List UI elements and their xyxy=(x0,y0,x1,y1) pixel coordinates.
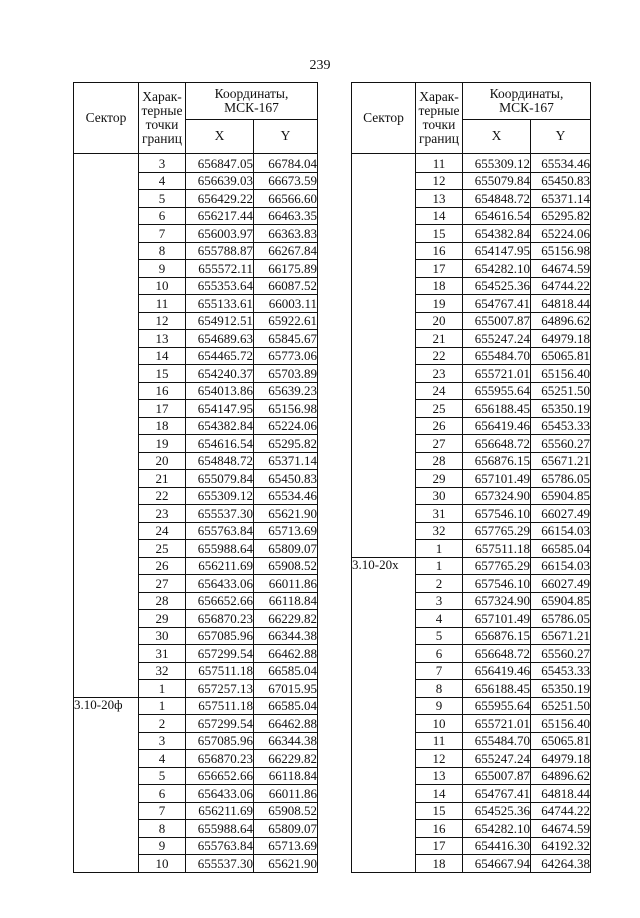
cell-x: 655788.87 xyxy=(186,242,254,260)
cell-point: 21 xyxy=(416,330,463,348)
cell-point: 14 xyxy=(416,785,463,803)
cell-point: 16 xyxy=(416,242,463,260)
cell-x: 657085.96 xyxy=(186,732,254,750)
cell-x: 654282.10 xyxy=(463,820,531,838)
cell-y: 64979.18 xyxy=(531,330,591,348)
table-row xyxy=(74,697,318,715)
cell-y: 66363.83 xyxy=(254,225,318,243)
cell-x: 656433.06 xyxy=(186,575,254,593)
cell-x: 656188.45 xyxy=(463,400,531,418)
cell-sector: 3.10-20ф xyxy=(74,697,139,872)
cell-point: 30 xyxy=(139,627,186,645)
cell-x: 656419.46 xyxy=(463,417,531,435)
cell-point: 12 xyxy=(139,312,186,330)
cell-point: 5 xyxy=(416,627,463,645)
cell-y: 66011.86 xyxy=(254,785,318,803)
cell-y: 65350.19 xyxy=(531,400,591,418)
cell-y: 65560.27 xyxy=(531,435,591,453)
cell-y: 66118.84 xyxy=(254,592,318,610)
cell-point: 6 xyxy=(139,207,186,225)
cell-point: 25 xyxy=(416,400,463,418)
cell-x: 656652.66 xyxy=(186,592,254,610)
cell-y: 65224.06 xyxy=(254,417,318,435)
cell-x: 657257.13 xyxy=(186,680,254,698)
header-coordinates: Координаты, МСК-167 xyxy=(463,83,591,120)
cell-y: 64744.22 xyxy=(531,802,591,820)
cell-point: 19 xyxy=(139,435,186,453)
header-sector: Сектор xyxy=(74,83,139,154)
cell-x: 655955.64 xyxy=(463,697,531,715)
cell-y: 65621.90 xyxy=(254,855,318,873)
page-number: 239 xyxy=(309,58,331,73)
cell-y: 66462.88 xyxy=(254,715,318,733)
cell-point: 7 xyxy=(139,225,186,243)
coordinates-table-right xyxy=(351,82,591,873)
cell-x: 654416.30 xyxy=(463,837,531,855)
cell-x: 656188.45 xyxy=(463,680,531,698)
header-points: Харак- терные точки границ xyxy=(139,83,186,154)
cell-point: 16 xyxy=(139,382,186,400)
cell-y: 65065.81 xyxy=(531,347,591,365)
cell-x: 654525.36 xyxy=(463,277,531,295)
cell-point: 32 xyxy=(139,662,186,680)
cell-point: 17 xyxy=(139,400,186,418)
cell-x: 655007.87 xyxy=(463,312,531,330)
cell-y: 65453.33 xyxy=(531,417,591,435)
cell-x: 655537.30 xyxy=(186,505,254,523)
cell-point: 9 xyxy=(416,697,463,715)
cell-point: 10 xyxy=(416,715,463,733)
cell-y: 66118.84 xyxy=(254,767,318,785)
cell-x: 656870.23 xyxy=(186,610,254,628)
cell-x: 657765.29 xyxy=(463,557,531,575)
cell-x: 655484.70 xyxy=(463,347,531,365)
cell-x: 656652.66 xyxy=(186,767,254,785)
cell-x: 654848.72 xyxy=(186,452,254,470)
cell-x: 654767.41 xyxy=(463,785,531,803)
cell-y: 65908.52 xyxy=(254,802,318,820)
cell-x: 655309.12 xyxy=(186,487,254,505)
cell-sector xyxy=(352,154,416,558)
cell-y: 64264.38 xyxy=(531,855,591,873)
cell-y: 64979.18 xyxy=(531,750,591,768)
cell-x: 656211.69 xyxy=(186,557,254,575)
cell-y: 66011.86 xyxy=(254,575,318,593)
cell-x: 656217.44 xyxy=(186,207,254,225)
cell-x: 657324.90 xyxy=(463,487,531,505)
cell-x: 654616.54 xyxy=(186,435,254,453)
cell-point: 8 xyxy=(139,242,186,260)
cell-point: 5 xyxy=(139,767,186,785)
cell-y: 65371.14 xyxy=(254,452,318,470)
cell-point: 4 xyxy=(416,610,463,628)
cell-y: 65295.82 xyxy=(531,207,591,225)
cell-point: 6 xyxy=(139,785,186,803)
cell-y: 65251.50 xyxy=(531,382,591,400)
cell-y: 65453.33 xyxy=(531,662,591,680)
cell-y: 65065.81 xyxy=(531,732,591,750)
cell-y: 66087.52 xyxy=(254,277,318,295)
cell-point: 13 xyxy=(416,767,463,785)
cell-point: 18 xyxy=(416,855,463,873)
cell-x: 656433.06 xyxy=(186,785,254,803)
header-y: Y xyxy=(254,120,318,154)
cell-y: 65224.06 xyxy=(531,225,591,243)
cell-y: 66154.03 xyxy=(531,522,591,540)
cell-x: 654912.51 xyxy=(186,312,254,330)
cell-x: 657085.96 xyxy=(186,627,254,645)
cell-y: 64896.62 xyxy=(531,312,591,330)
cell-y: 65534.46 xyxy=(254,487,318,505)
cell-point: 31 xyxy=(416,505,463,523)
header-x: X xyxy=(463,120,531,154)
cell-x: 654616.54 xyxy=(463,207,531,225)
cell-point: 28 xyxy=(416,452,463,470)
cell-x: 654013.86 xyxy=(186,382,254,400)
cell-y: 65534.46 xyxy=(531,154,591,173)
cell-y: 65156.98 xyxy=(531,242,591,260)
cell-point: 5 xyxy=(139,190,186,208)
cell-y: 64818.44 xyxy=(531,295,591,313)
cell-x: 655007.87 xyxy=(463,767,531,785)
cell-y: 65922.61 xyxy=(254,312,318,330)
cell-y: 66566.60 xyxy=(254,190,318,208)
cell-sector: 3.10-20х xyxy=(352,557,416,872)
cell-point: 24 xyxy=(139,522,186,540)
cell-y: 65251.50 xyxy=(531,697,591,715)
cell-point: 4 xyxy=(139,172,186,190)
cell-y: 66027.49 xyxy=(531,505,591,523)
cell-x: 654667.94 xyxy=(463,855,531,873)
cell-y: 66267.84 xyxy=(254,242,318,260)
cell-y: 66154.03 xyxy=(531,557,591,575)
cell-point: 11 xyxy=(139,295,186,313)
cell-point: 13 xyxy=(139,330,186,348)
cell-point: 30 xyxy=(416,487,463,505)
cell-x: 656876.15 xyxy=(463,627,531,645)
header-x: X xyxy=(186,120,254,154)
cell-y: 65786.05 xyxy=(531,470,591,488)
cell-x: 657101.49 xyxy=(463,610,531,628)
cell-point: 13 xyxy=(416,190,463,208)
cell-point: 22 xyxy=(139,487,186,505)
cell-point: 27 xyxy=(416,435,463,453)
cell-sector xyxy=(74,154,139,698)
cell-y: 65703.89 xyxy=(254,365,318,383)
cell-y: 66027.49 xyxy=(531,575,591,593)
cell-y: 65156.40 xyxy=(531,715,591,733)
cell-x: 655247.24 xyxy=(463,750,531,768)
cell-x: 654147.95 xyxy=(463,242,531,260)
cell-y: 67015.95 xyxy=(254,680,318,698)
cell-point: 9 xyxy=(139,837,186,855)
cell-x: 657765.29 xyxy=(463,522,531,540)
cell-point: 8 xyxy=(416,680,463,698)
cell-x: 655955.64 xyxy=(463,382,531,400)
cell-point: 26 xyxy=(416,417,463,435)
cell-y: 65371.14 xyxy=(531,190,591,208)
cell-point: 14 xyxy=(139,347,186,365)
cell-point: 23 xyxy=(139,505,186,523)
cell-point: 26 xyxy=(139,557,186,575)
cell-x: 656648.72 xyxy=(463,645,531,663)
cell-point: 22 xyxy=(416,347,463,365)
cell-x: 655763.84 xyxy=(186,837,254,855)
cell-x: 655484.70 xyxy=(463,732,531,750)
cell-x: 655309.12 xyxy=(463,154,531,173)
cell-y: 65295.82 xyxy=(254,435,318,453)
cell-y: 65904.85 xyxy=(531,592,591,610)
cell-y: 66585.04 xyxy=(254,662,318,680)
cell-point: 1 xyxy=(416,540,463,558)
coordinates-table-left xyxy=(73,82,318,873)
cell-y: 66784.04 xyxy=(254,154,318,173)
cell-y: 66229.82 xyxy=(254,610,318,628)
cell-x: 654240.37 xyxy=(186,365,254,383)
cell-y: 66003.11 xyxy=(254,295,318,313)
cell-point: 7 xyxy=(139,802,186,820)
cell-x: 655353.64 xyxy=(186,277,254,295)
cell-y: 64896.62 xyxy=(531,767,591,785)
cell-point: 12 xyxy=(416,172,463,190)
cell-x: 655079.84 xyxy=(463,172,531,190)
table-row xyxy=(74,154,318,173)
cell-x: 657299.54 xyxy=(186,645,254,663)
cell-x: 656876.15 xyxy=(463,452,531,470)
cell-point: 24 xyxy=(416,382,463,400)
cell-point: 10 xyxy=(139,855,186,873)
cell-x: 655988.64 xyxy=(186,540,254,558)
cell-point: 6 xyxy=(416,645,463,663)
cell-y: 65560.27 xyxy=(531,645,591,663)
cell-point: 19 xyxy=(416,295,463,313)
cell-y: 65671.21 xyxy=(531,627,591,645)
cell-x: 655079.84 xyxy=(186,470,254,488)
table-body-left xyxy=(74,154,318,873)
cell-x: 654767.41 xyxy=(463,295,531,313)
cell-y: 65156.40 xyxy=(531,365,591,383)
cell-y: 66673.59 xyxy=(254,172,318,190)
cell-point: 11 xyxy=(416,732,463,750)
cell-point: 8 xyxy=(139,820,186,838)
cell-y: 66463.35 xyxy=(254,207,318,225)
cell-x: 656648.72 xyxy=(463,435,531,453)
cell-y: 64674.59 xyxy=(531,260,591,278)
cell-x: 654525.36 xyxy=(463,802,531,820)
table-body-right xyxy=(352,154,591,873)
cell-point: 3 xyxy=(416,592,463,610)
cell-y: 65786.05 xyxy=(531,610,591,628)
cell-x: 656639.03 xyxy=(186,172,254,190)
cell-point: 21 xyxy=(139,470,186,488)
cell-y: 65908.52 xyxy=(254,557,318,575)
cell-y: 64674.59 xyxy=(531,820,591,838)
cell-x: 655247.24 xyxy=(463,330,531,348)
cell-point: 31 xyxy=(139,645,186,663)
cell-point: 12 xyxy=(416,750,463,768)
cell-point: 15 xyxy=(416,225,463,243)
cell-x: 655988.64 xyxy=(186,820,254,838)
cell-point: 11 xyxy=(416,154,463,173)
cell-y: 66344.38 xyxy=(254,627,318,645)
cell-y: 66175.89 xyxy=(254,260,318,278)
table-row xyxy=(352,154,591,173)
cell-point: 1 xyxy=(139,697,186,715)
cell-point: 1 xyxy=(416,557,463,575)
cell-y: 66462.88 xyxy=(254,645,318,663)
cell-x: 656429.22 xyxy=(186,190,254,208)
cell-y: 64818.44 xyxy=(531,785,591,803)
cell-x: 654382.84 xyxy=(186,417,254,435)
cell-point: 1 xyxy=(139,680,186,698)
cell-point: 20 xyxy=(139,452,186,470)
cell-x: 657324.90 xyxy=(463,592,531,610)
cell-point: 16 xyxy=(416,820,463,838)
cell-x: 657101.49 xyxy=(463,470,531,488)
cell-y: 65845.67 xyxy=(254,330,318,348)
cell-point: 20 xyxy=(416,312,463,330)
cell-y: 66585.04 xyxy=(254,697,318,715)
cell-x: 654382.84 xyxy=(463,225,531,243)
cell-y: 65621.90 xyxy=(254,505,318,523)
cell-x: 657511.18 xyxy=(186,697,254,715)
cell-point: 18 xyxy=(416,277,463,295)
cell-point: 17 xyxy=(416,260,463,278)
cell-y: 65450.83 xyxy=(531,172,591,190)
cell-x: 654689.63 xyxy=(186,330,254,348)
header-y: Y xyxy=(531,120,591,154)
cell-x: 655721.01 xyxy=(463,715,531,733)
cell-point: 4 xyxy=(139,750,186,768)
cell-point: 28 xyxy=(139,592,186,610)
table-row xyxy=(352,557,591,575)
cell-x: 655721.01 xyxy=(463,365,531,383)
cell-x: 656847.05 xyxy=(186,154,254,173)
header-points: Харак- терные точки границ xyxy=(416,83,463,154)
cell-x: 655537.30 xyxy=(186,855,254,873)
cell-point: 7 xyxy=(416,662,463,680)
cell-y: 65713.69 xyxy=(254,837,318,855)
cell-y: 65350.19 xyxy=(531,680,591,698)
cell-point: 2 xyxy=(416,575,463,593)
cell-x: 654465.72 xyxy=(186,347,254,365)
cell-point: 3 xyxy=(139,732,186,750)
cell-y: 65904.85 xyxy=(531,487,591,505)
cell-point: 17 xyxy=(416,837,463,855)
cell-point: 27 xyxy=(139,575,186,593)
cell-y: 65639.23 xyxy=(254,382,318,400)
cell-x: 655763.84 xyxy=(186,522,254,540)
cell-point: 10 xyxy=(139,277,186,295)
cell-point: 9 xyxy=(139,260,186,278)
cell-x: 657511.18 xyxy=(463,540,531,558)
cell-point: 18 xyxy=(139,417,186,435)
cell-point: 23 xyxy=(416,365,463,383)
cell-point: 14 xyxy=(416,207,463,225)
header-sector: Сектор xyxy=(352,83,416,154)
cell-y: 65156.98 xyxy=(254,400,318,418)
cell-y: 65773.06 xyxy=(254,347,318,365)
cell-point: 29 xyxy=(139,610,186,628)
header-coordinates: Координаты, МСК-167 xyxy=(186,83,318,120)
cell-point: 15 xyxy=(139,365,186,383)
cell-x: 654848.72 xyxy=(463,190,531,208)
cell-y: 66344.38 xyxy=(254,732,318,750)
cell-point: 29 xyxy=(416,470,463,488)
cell-x: 654147.95 xyxy=(186,400,254,418)
cell-x: 656870.23 xyxy=(186,750,254,768)
cell-y: 64744.22 xyxy=(531,277,591,295)
cell-y: 64192.32 xyxy=(531,837,591,855)
cell-y: 65809.07 xyxy=(254,540,318,558)
cell-point: 3 xyxy=(139,154,186,173)
cell-point: 32 xyxy=(416,522,463,540)
cell-point: 15 xyxy=(416,802,463,820)
cell-y: 65671.21 xyxy=(531,452,591,470)
cell-x: 655572.11 xyxy=(186,260,254,278)
cell-x: 656419.46 xyxy=(463,662,531,680)
cell-x: 655133.61 xyxy=(186,295,254,313)
cell-y: 65809.07 xyxy=(254,820,318,838)
cell-x: 657546.10 xyxy=(463,575,531,593)
cell-y: 66585.04 xyxy=(531,540,591,558)
cell-x: 656211.69 xyxy=(186,802,254,820)
cell-x: 657546.10 xyxy=(463,505,531,523)
cell-y: 66229.82 xyxy=(254,750,318,768)
cell-point: 25 xyxy=(139,540,186,558)
cell-y: 65713.69 xyxy=(254,522,318,540)
cell-x: 654282.10 xyxy=(463,260,531,278)
cell-y: 65450.83 xyxy=(254,470,318,488)
cell-point: 2 xyxy=(139,715,186,733)
cell-x: 657299.54 xyxy=(186,715,254,733)
cell-x: 657511.18 xyxy=(186,662,254,680)
cell-x: 656003.97 xyxy=(186,225,254,243)
